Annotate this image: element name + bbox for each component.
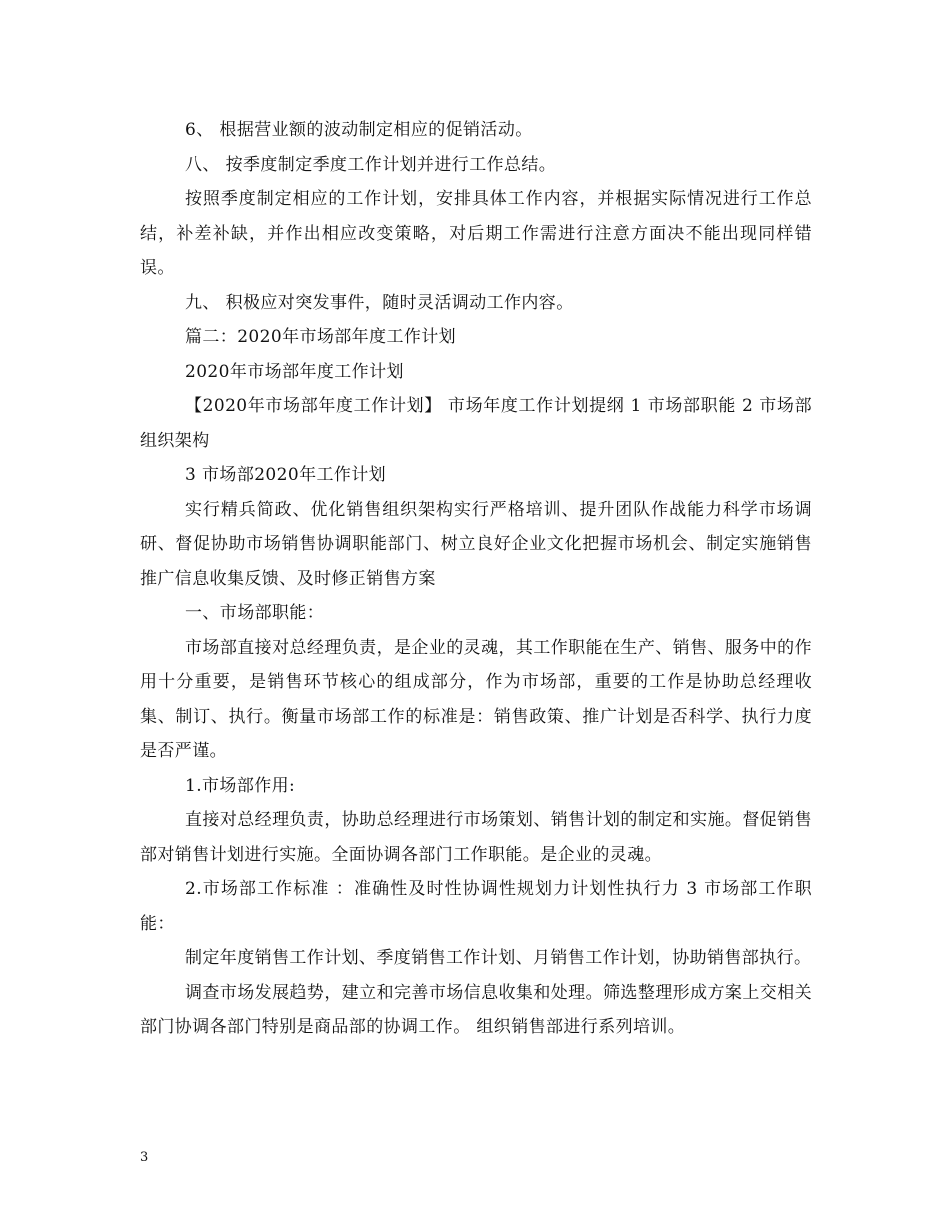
paragraph-work-standards: 2.市场部工作标准 ：准确性及时性协调性规划力计划性执行力 3 市场部工作职能：: [140, 879, 812, 934]
paragraph-outline: 【2020年市场部年度工作计划】 市场年度工作计划提纲 1 市场部职能 2 市场部组织架构: [140, 396, 812, 451]
paragraph-outline-item-3: 3 市场部2020年工作计划: [185, 465, 387, 485]
paragraph-market-functions: 市场部直接对总经理负责，是企业的灵魂，其工作职能在生产、销售、服务中的作用十分重要，是销售环节核心的组成部分，作为市场部，重要的工作是协助总经理收集、制订、执行。衡量市场部工作的标准是：销售政策、推广计划是否科学、执行力度是否严谨。: [140, 637, 812, 761]
heading-market-functions: 一、市场部职能：: [185, 603, 325, 623]
paragraph-market-role: 直接对总经理负责，协助总经理进行市场策划、销售计划的制定和实施。督促销售部对销售计划进行实施。全面协调各部门工作职能。是企业的灵魂。: [140, 810, 812, 865]
section-heading-part-two: 篇二：2020年市场部年度工作计划: [185, 327, 457, 347]
page-number: 3: [140, 1150, 149, 1165]
section-title: 2020年市场部年度工作计划: [185, 361, 404, 382]
paragraph-promotion: 6、 根据营业额的波动制定相应的促销活动。: [185, 120, 533, 140]
paragraph-market-research: 调查市场发展趋势，建立和完善市场信息收集和处理。筛选整理形成方案上交相关部门协调各部门特别是商品部的协调工作。 组织销售部进行系列培训。: [140, 982, 812, 1037]
paragraph-quarterly-body: 按照季度制定相应的工作计划，安排具体工作内容，并根据实际情况进行工作总结，补差补缺，并作出相应改变策略，对后期工作需进行注意方面决不能出现同样错误。: [140, 189, 812, 278]
paragraph-sales-plans: 制定年度销售工作计划、季度销售工作计划、月销售工作计划，协助销售部执行。: [185, 948, 812, 968]
paragraph-strategies: 实行精兵简政、优化销售组织架构实行严格培训、提升团队作战能力科学市场调研、督促协助市场销售协调职能部门、树立良好企业文化把握市场机会、制定实施销售推广信息收集反馈、及时修正销售方案: [140, 499, 812, 589]
paragraph-quarterly-heading: 八、 按季度制定季度工作计划并进行工作总结。: [185, 154, 557, 175]
body-text: [140, 113, 812, 1045]
heading-market-role: 1.市场部作用:: [185, 775, 296, 796]
paragraph-emergency: 九、 积极应对突发事件，随时灵活调动工作内容。: [185, 292, 574, 313]
